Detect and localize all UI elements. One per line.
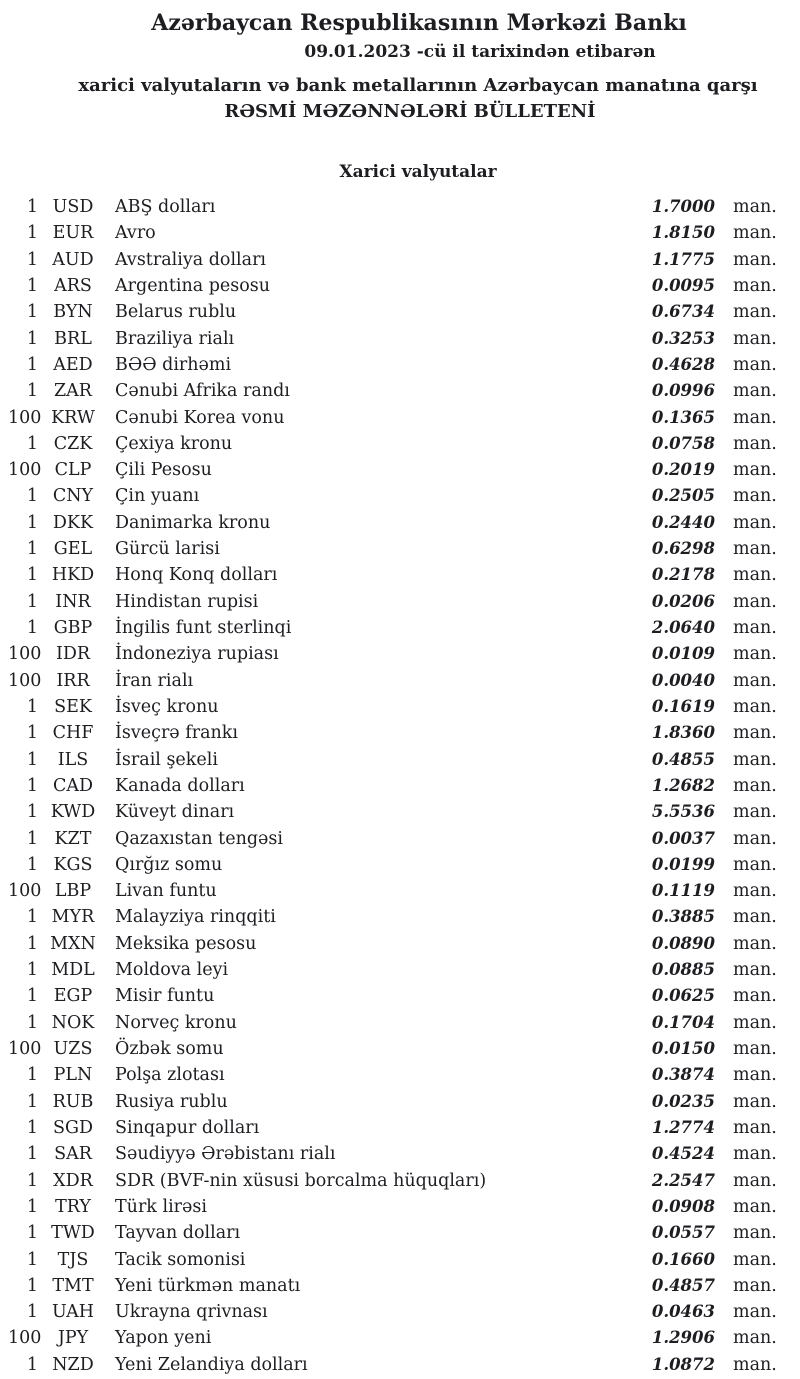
rate-row xyxy=(8,1010,781,1036)
row-quantity: 1 xyxy=(26,565,38,586)
row-quantity: 1 xyxy=(26,696,38,717)
unit-label: man. xyxy=(733,1039,777,1059)
row-quantity: 1 xyxy=(26,1117,38,1138)
currency-name: İsveç kronu xyxy=(115,696,219,717)
currency-name: BƏƏ dirhəmi xyxy=(115,354,232,375)
row-quantity: 1 xyxy=(26,302,38,323)
currency-code: GEL xyxy=(53,539,93,560)
rate-value: 1.8360 xyxy=(651,723,715,743)
row-quantity: 1 xyxy=(26,749,38,770)
row-quantity: 1 xyxy=(26,275,38,296)
currency-code: XDR xyxy=(53,1170,93,1191)
rate-value: 0.0758 xyxy=(651,433,715,453)
row-quantity: 100 xyxy=(8,644,42,665)
currency-code: SAR xyxy=(54,1144,92,1165)
rate-row xyxy=(8,483,781,509)
row-quantity: 1 xyxy=(26,1012,38,1033)
currency-code: BYN xyxy=(53,302,93,323)
currency-code: TRY xyxy=(55,1196,91,1217)
currency-code: TJS xyxy=(57,1249,89,1270)
rate-value: 1.2774 xyxy=(651,1117,715,1137)
currency-code: MYR xyxy=(51,907,95,928)
currency-code: TMT xyxy=(52,1275,94,1296)
rate-value: 0.6298 xyxy=(651,539,715,559)
currency-name: Norveç kronu xyxy=(115,1012,237,1033)
rate-row xyxy=(8,273,781,299)
unit-label: man. xyxy=(733,302,777,323)
rate-value: 0.0996 xyxy=(651,381,715,401)
unit-label: man. xyxy=(733,933,777,954)
rate-row xyxy=(8,589,781,615)
rate-value: 0.0095 xyxy=(651,275,715,295)
rate-value: 0.1660 xyxy=(651,1249,715,1269)
rate-row xyxy=(8,326,781,352)
unit-label: man. xyxy=(733,565,777,586)
currency-name: Çili Pesosu xyxy=(115,460,212,481)
rate-value: 0.0109 xyxy=(651,644,715,664)
rate-row xyxy=(8,247,781,273)
unit-label: man. xyxy=(733,854,777,875)
currency-name: Sinqapur dolları xyxy=(115,1117,260,1138)
currency-code: JPY xyxy=(57,1328,89,1349)
section-heading-foreign-currencies: Xarici valyutalar xyxy=(339,162,497,182)
currency-name: İngilis funt sterlinqi xyxy=(115,618,292,638)
rate-value: 0.1365 xyxy=(651,407,715,427)
row-quantity: 1 xyxy=(26,1249,38,1270)
row-quantity: 1 xyxy=(26,1170,38,1191)
currency-name: Çexiya kronu xyxy=(115,433,233,454)
rate-value: 1.2906 xyxy=(651,1328,715,1348)
unit-label: man. xyxy=(733,1170,777,1191)
currency-name: Cənubi Korea vonu xyxy=(115,407,285,428)
currency-name: Avstraliya dolları xyxy=(115,249,267,270)
row-quantity: 1 xyxy=(26,907,38,928)
currency-name: Polşa zlotası xyxy=(115,1065,225,1086)
currency-name: Çin yuanı xyxy=(115,486,200,507)
row-quantity: 100 xyxy=(8,881,42,902)
currency-code: EUR xyxy=(52,223,94,244)
row-quantity: 1 xyxy=(26,828,38,849)
currency-code: CNY xyxy=(52,486,94,507)
rate-value: 0.0885 xyxy=(651,960,715,980)
rate-row xyxy=(8,1168,781,1194)
unit-label: man. xyxy=(733,1065,777,1086)
unit-label: man. xyxy=(733,775,777,796)
currency-code: IRR xyxy=(56,670,90,691)
row-quantity: 1 xyxy=(26,197,38,217)
rate-row xyxy=(8,747,781,773)
rate-value: 0.4524 xyxy=(651,1144,715,1164)
row-quantity: 100 xyxy=(8,1039,42,1059)
unit-label: man. xyxy=(733,223,777,244)
rate-row xyxy=(8,1062,781,1088)
rate-value: 0.1119 xyxy=(651,881,715,901)
currency-code: INR xyxy=(55,591,91,612)
unit-label: man. xyxy=(733,828,777,849)
currency-name: Türk lirəsi xyxy=(115,1196,207,1217)
rate-row xyxy=(8,904,781,930)
currency-name: Küveyt dinarı xyxy=(115,802,235,823)
row-quantity: 1 xyxy=(26,986,38,1007)
rate-row xyxy=(8,457,781,483)
currency-code: NZD xyxy=(52,1354,94,1375)
unit-label: man. xyxy=(733,539,777,560)
rate-row xyxy=(8,1115,781,1141)
unit-label: man. xyxy=(733,1275,777,1296)
rate-value: 2.0640 xyxy=(651,618,715,637)
unit-label: man. xyxy=(733,1196,777,1217)
currency-code: NOK xyxy=(51,1012,95,1033)
currency-code: AED xyxy=(53,354,93,375)
currency-code: KWD xyxy=(50,802,96,823)
unit-label: man. xyxy=(733,802,777,823)
currency-name: Rusiya rublu xyxy=(115,1091,228,1112)
currency-code: KGS xyxy=(53,854,93,875)
rate-row xyxy=(8,1247,781,1273)
rate-value: 0.0150 xyxy=(651,1039,715,1058)
row-quantity: 1 xyxy=(26,618,38,638)
currency-name: Avro xyxy=(115,223,156,244)
rate-value: 0.2440 xyxy=(651,512,715,532)
rate-value: 2.2547 xyxy=(651,1170,715,1190)
rate-value: 0.0908 xyxy=(651,1196,715,1216)
currency-name: Misir funtu xyxy=(115,986,215,1007)
currency-code: ILS xyxy=(57,749,89,770)
currency-name: İsrail şekeli xyxy=(115,749,218,770)
unit-label: man. xyxy=(733,723,777,744)
unit-label: man. xyxy=(733,1117,777,1138)
currency-name: Hindistan rupisi xyxy=(115,591,259,612)
unit-label: man. xyxy=(733,460,777,481)
rate-value: 0.4855 xyxy=(651,749,715,769)
currency-code: CHF xyxy=(52,723,94,744)
rate-row xyxy=(8,1273,781,1299)
currency-name: Gürcü larisi xyxy=(115,539,220,560)
row-quantity: 1 xyxy=(26,354,38,375)
currency-code: RUB xyxy=(52,1091,94,1112)
unit-label: man. xyxy=(733,907,777,928)
rate-row xyxy=(8,536,781,562)
currency-code: GBP xyxy=(53,618,93,638)
currency-name: Cənubi Afrika randı xyxy=(115,381,290,402)
currency-code: SEK xyxy=(54,696,92,717)
row-quantity: 1 xyxy=(26,802,38,823)
effective-date-line: 09.01.2023 -cü il tarixindən etibarən xyxy=(304,42,656,62)
currency-name: SDR (BVF-nin xüsusi borcalma hüquqları) xyxy=(115,1170,487,1191)
currency-code: LBP xyxy=(54,881,92,902)
row-quantity: 100 xyxy=(8,1328,42,1349)
rate-value: 0.4857 xyxy=(651,1275,715,1295)
currency-name: Danimarka kronu xyxy=(115,512,271,533)
rate-row xyxy=(8,431,781,457)
row-quantity: 1 xyxy=(26,1302,38,1323)
rate-row xyxy=(8,299,781,325)
row-quantity: 1 xyxy=(26,933,38,954)
row-quantity: 1 xyxy=(26,723,38,744)
currency-code: PLN xyxy=(53,1065,93,1086)
rate-value: 0.0235 xyxy=(651,1091,715,1111)
unit-label: man. xyxy=(733,1012,777,1033)
unit-label: man. xyxy=(733,249,777,270)
unit-label: man. xyxy=(733,1249,777,1270)
exchange-rates-table xyxy=(8,194,781,1378)
currency-name: Argentina pesosu xyxy=(115,275,271,296)
rate-row xyxy=(8,1194,781,1220)
rate-row xyxy=(8,1036,781,1062)
currency-code: KZT xyxy=(54,828,92,849)
unit-label: man. xyxy=(733,749,777,770)
currency-code: CZK xyxy=(53,433,93,454)
unit-label: man. xyxy=(733,407,777,428)
rate-row xyxy=(8,878,781,904)
row-quantity: 1 xyxy=(26,775,38,796)
bank-name: Azərbaycan Respublikasının Mərkəzi Bankı xyxy=(151,10,687,36)
row-quantity: 100 xyxy=(8,460,42,481)
unit-label: man. xyxy=(733,618,777,638)
currency-code: CLP xyxy=(54,460,92,481)
rate-row xyxy=(8,378,781,404)
rate-row xyxy=(8,1299,781,1325)
row-quantity: 1 xyxy=(26,512,38,533)
rate-row xyxy=(8,1352,781,1378)
rate-value: 0.4628 xyxy=(651,354,715,374)
currency-code: KRW xyxy=(51,407,95,428)
currency-name: İran rialı xyxy=(115,670,194,691)
rate-row xyxy=(8,220,781,246)
rate-row xyxy=(8,1089,781,1115)
rate-value: 0.0625 xyxy=(651,986,715,1006)
currency-code: AUD xyxy=(52,249,94,270)
rate-value: 0.2178 xyxy=(651,565,715,585)
rate-value: 0.0040 xyxy=(651,670,715,690)
rate-row xyxy=(8,983,781,1009)
unit-label: man. xyxy=(733,275,777,296)
unit-label: man. xyxy=(733,696,777,717)
rate-value: 0.1619 xyxy=(651,696,715,716)
rate-row xyxy=(8,931,781,957)
currency-name: Tacik somonisi xyxy=(115,1249,246,1270)
currency-code: IDR xyxy=(55,644,91,665)
row-quantity: 1 xyxy=(26,1275,38,1296)
row-quantity: 1 xyxy=(26,1354,38,1375)
currency-name: Livan funtu xyxy=(115,881,217,902)
rate-value: 0.0037 xyxy=(651,828,715,848)
row-quantity: 100 xyxy=(8,670,42,691)
rate-row xyxy=(8,641,781,667)
rate-value: 0.0199 xyxy=(651,854,715,874)
rate-value: 0.3253 xyxy=(651,328,715,348)
unit-label: man. xyxy=(733,670,777,691)
unit-label: man. xyxy=(733,1354,777,1375)
rate-value: 1.1775 xyxy=(651,249,715,269)
row-quantity: 1 xyxy=(26,249,38,270)
unit-label: man. xyxy=(733,986,777,1007)
rate-row xyxy=(8,1141,781,1167)
rate-value: 1.7000 xyxy=(651,197,715,216)
unit-label: man. xyxy=(733,1091,777,1112)
currency-name: Malayziya rinqqiti xyxy=(115,907,276,928)
rate-value: 0.2505 xyxy=(651,486,715,506)
row-quantity: 1 xyxy=(26,433,38,454)
row-quantity: 1 xyxy=(26,1144,38,1165)
rate-row xyxy=(8,957,781,983)
unit-label: man. xyxy=(733,881,777,902)
currency-name: Yeni türkmən manatı xyxy=(115,1275,301,1296)
currency-name: Kanada dolları xyxy=(115,775,245,796)
rate-row xyxy=(8,773,781,799)
unit-label: man. xyxy=(733,433,777,454)
currency-code: TWD xyxy=(51,1223,95,1244)
unit-label: man. xyxy=(733,354,777,375)
currency-name: Moldova leyi xyxy=(115,960,229,981)
currency-name: Yeni Zelandiya dolları xyxy=(115,1354,308,1375)
rate-row xyxy=(8,1325,781,1351)
row-quantity: 1 xyxy=(26,539,38,560)
currency-code: MDL xyxy=(51,960,95,981)
row-quantity: 100 xyxy=(8,407,42,428)
unit-label: man. xyxy=(733,328,777,349)
currency-name: Braziliya rialı xyxy=(115,328,235,349)
unit-label: man. xyxy=(733,1144,777,1165)
unit-label: man. xyxy=(733,960,777,981)
currency-name: Səudiyyə Ərəbistanı rialı xyxy=(115,1144,336,1165)
currency-code: BRL xyxy=(54,328,92,349)
currency-code: UAH xyxy=(51,1302,95,1323)
row-quantity: 1 xyxy=(26,854,38,875)
rate-value: 0.2019 xyxy=(651,460,715,480)
currency-code: USD xyxy=(52,197,94,217)
rate-row xyxy=(8,405,781,431)
rate-row xyxy=(8,562,781,588)
currency-code: ARS xyxy=(54,275,92,296)
unit-label: man. xyxy=(733,197,777,217)
row-quantity: 1 xyxy=(26,223,38,244)
rate-row xyxy=(8,1220,781,1246)
row-quantity: 1 xyxy=(26,328,38,349)
rate-row xyxy=(8,615,781,641)
rate-row xyxy=(8,852,781,878)
rate-row xyxy=(8,799,781,825)
rate-row xyxy=(8,194,781,220)
currency-code: SGD xyxy=(53,1117,93,1138)
rate-value: 0.1704 xyxy=(651,1012,715,1032)
rate-row xyxy=(8,510,781,536)
currency-name: Qırğız somu xyxy=(115,854,223,875)
currency-name: İndoneziya rupiası xyxy=(115,644,279,665)
rate-value: 0.3874 xyxy=(651,1065,715,1085)
row-quantity: 1 xyxy=(26,1223,38,1244)
unit-label: man. xyxy=(733,1328,777,1349)
currency-name: Yapon yeni xyxy=(115,1328,212,1349)
currency-code: UZS xyxy=(53,1039,93,1059)
unit-label: man. xyxy=(733,486,777,507)
unit-label: man. xyxy=(733,381,777,402)
unit-label: man. xyxy=(733,644,777,665)
rate-row xyxy=(8,668,781,694)
unit-label: man. xyxy=(733,1302,777,1323)
currency-code: DKK xyxy=(52,512,94,533)
currency-name: Ukrayna qrivnası xyxy=(115,1302,268,1323)
row-quantity: 1 xyxy=(26,1196,38,1217)
rate-value: 0.0463 xyxy=(651,1302,715,1322)
currency-name: Belarus rublu xyxy=(115,302,237,323)
rate-value: 5.5536 xyxy=(651,802,715,822)
row-quantity: 1 xyxy=(26,1091,38,1112)
currency-name: ABŞ dolları xyxy=(115,197,216,217)
currency-code: CAD xyxy=(52,775,94,796)
rate-value: 1.0872 xyxy=(651,1354,715,1374)
currency-name: Tayvan dolları xyxy=(115,1223,241,1244)
currency-code: EGP xyxy=(53,986,93,1007)
row-quantity: 1 xyxy=(26,1065,38,1086)
rate-value: 1.2682 xyxy=(651,775,715,795)
currency-name: Qazaxıstan tengəsi xyxy=(115,828,283,849)
rate-row xyxy=(8,352,781,378)
rate-row xyxy=(8,826,781,852)
unit-label: man. xyxy=(733,1223,777,1244)
row-quantity: 1 xyxy=(26,381,38,402)
row-quantity: 1 xyxy=(26,591,38,612)
unit-label: man. xyxy=(733,591,777,612)
rate-value: 0.0890 xyxy=(651,933,715,953)
currency-code: MXN xyxy=(50,933,96,954)
unit-label: man. xyxy=(733,512,777,533)
rate-value: 0.0206 xyxy=(651,591,715,611)
currency-name: Özbək somu xyxy=(115,1039,224,1059)
document-header xyxy=(0,0,800,124)
row-quantity: 1 xyxy=(26,960,38,981)
scope-line: xarici valyutaların və bank metallarının Azərbaycan manatına qarşı xyxy=(78,75,758,96)
currency-code: ZAR xyxy=(54,381,92,402)
rate-value: 0.0557 xyxy=(651,1223,715,1243)
rate-row xyxy=(8,694,781,720)
rate-value: 0.3885 xyxy=(651,907,715,927)
currency-code: HKD xyxy=(51,565,95,586)
row-quantity: 1 xyxy=(26,486,38,507)
currency-name: Honq Konq dolları xyxy=(115,565,278,586)
rate-row xyxy=(8,720,781,746)
currency-name: İsveçrə frankı xyxy=(115,723,238,744)
currency-name: Meksika pesosu xyxy=(115,933,257,954)
rate-value: 1.8150 xyxy=(651,223,715,243)
rate-value: 0.6734 xyxy=(651,302,715,322)
bulletin-title: RƏSMİ MƏZƏNNƏLƏRİ BÜLLETENİ xyxy=(224,101,596,122)
